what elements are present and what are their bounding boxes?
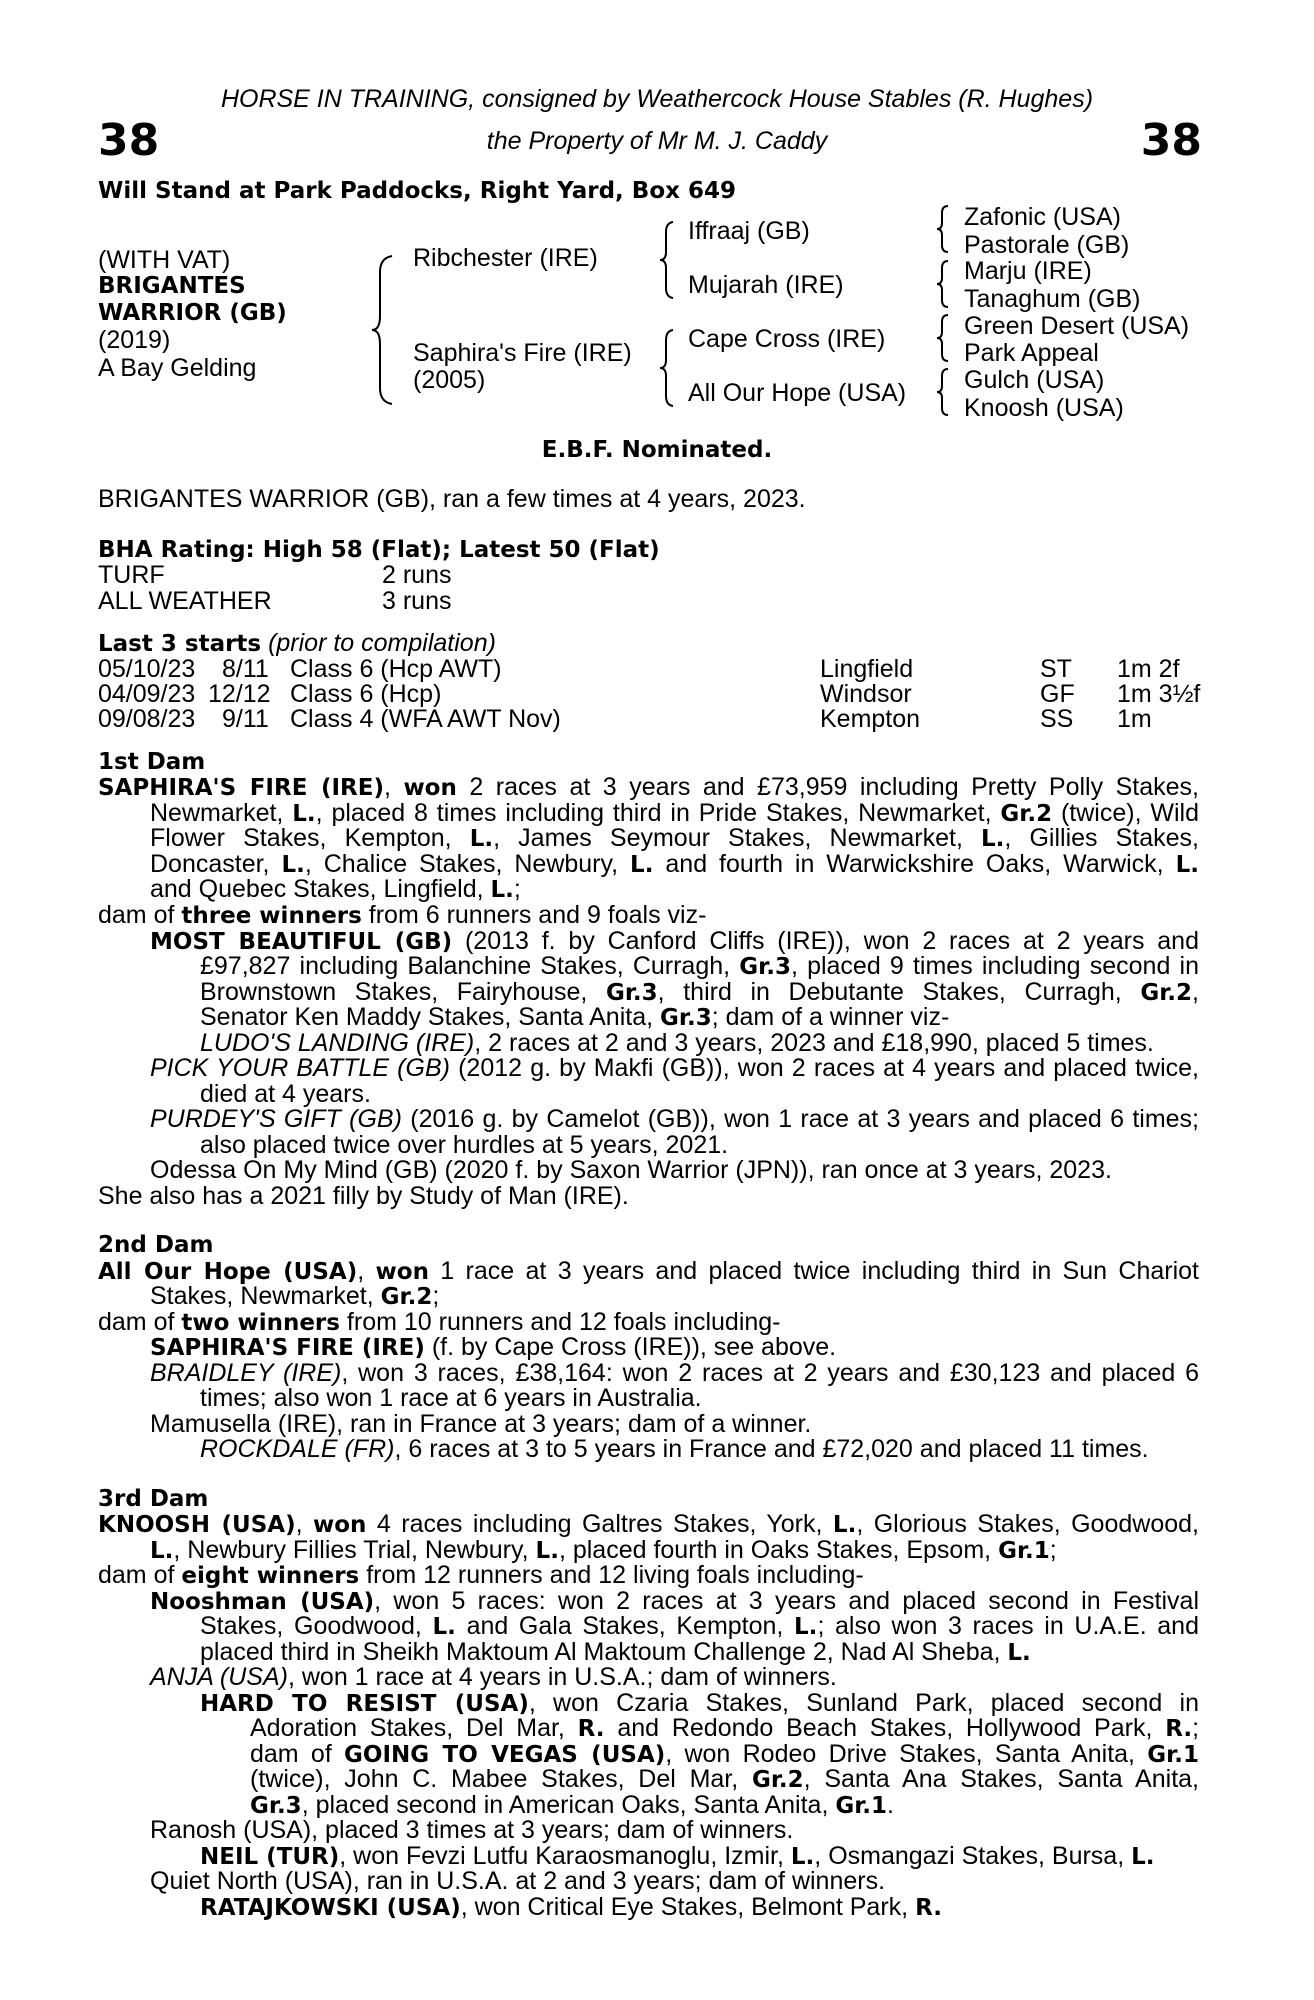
vat-note: (WITH VAT) (98, 246, 231, 274)
section-heading: 3rd Dam (98, 1486, 209, 1512)
last-starts-heading: Last 3 starts (prior to compilation) (98, 629, 496, 657)
pedigree-brace-dam (657, 326, 679, 410)
horse-name-line2: WARRIOR (GB) (98, 300, 287, 326)
turf-runs: 2 runs (382, 561, 452, 589)
horse-year: (2019) (98, 326, 171, 354)
dam-name: Saphira's Fire (IRE) (413, 339, 632, 367)
grandsire-1: Iffraaj (GB) (688, 217, 810, 245)
ggp-7: Gulch (USA) (964, 366, 1105, 394)
pedigree-brace-sire (657, 218, 679, 302)
brace-ggp-2 (934, 258, 954, 310)
consignor-line: HORSE IN TRAINING, consigned by Weathercock House Stables (R. Hughes) (220, 85, 1094, 113)
race-summary: BRIGANTES WARRIOR (GB), ran a few times at 4 years, 2023. (98, 485, 806, 513)
section-heading: 1st Dam (98, 749, 206, 775)
aw-label: ALL WEATHER (98, 587, 272, 615)
ggp-8: Knoosh (USA) (964, 394, 1124, 422)
turf-label: TURF (98, 561, 165, 589)
horse-name-line1: BRIGANTES (98, 273, 246, 299)
ggp-4: Tanaghum (GB) (964, 285, 1141, 313)
horse-description: A Bay Gelding (98, 354, 257, 382)
ebf-note: E.B.F. Nominated. (541, 437, 773, 463)
owner-line: the Property of Mr M. J. Caddy (486, 127, 828, 155)
stand-location: Will Stand at Park Paddocks, Right Yard, Box 649 (98, 178, 736, 204)
grandsire-2: Mujarah (IRE) (688, 271, 844, 299)
aw-runs: 3 runs (382, 587, 452, 615)
ggp-1: Zafonic (USA) (964, 203, 1121, 231)
section-heading: 2nd Dam (98, 1232, 214, 1258)
ggp-3: Marju (IRE) (964, 257, 1092, 285)
sire-name: Ribchester (IRE) (413, 244, 598, 272)
grandsire-4: All Our Hope (USA) (688, 379, 907, 407)
brace-ggp-1 (934, 203, 954, 255)
lot-number-right: 38 (1140, 115, 1202, 166)
ggp-2: Pastorale (GB) (964, 231, 1130, 259)
bha-rating: BHA Rating: High 58 (Flat); Latest 50 (Flat) (98, 537, 660, 563)
pedigree-brace-main (370, 250, 400, 410)
brace-ggp-3 (934, 312, 954, 364)
dam-year: (2005) (413, 366, 486, 394)
grandsire-3: Cape Cross (IRE) (688, 325, 886, 353)
lot-number-left: 38 (98, 115, 160, 166)
brace-ggp-4 (934, 366, 954, 418)
ggp-6: Park Appeal (964, 339, 1099, 367)
ggp-5: Green Desert (USA) (964, 312, 1190, 340)
